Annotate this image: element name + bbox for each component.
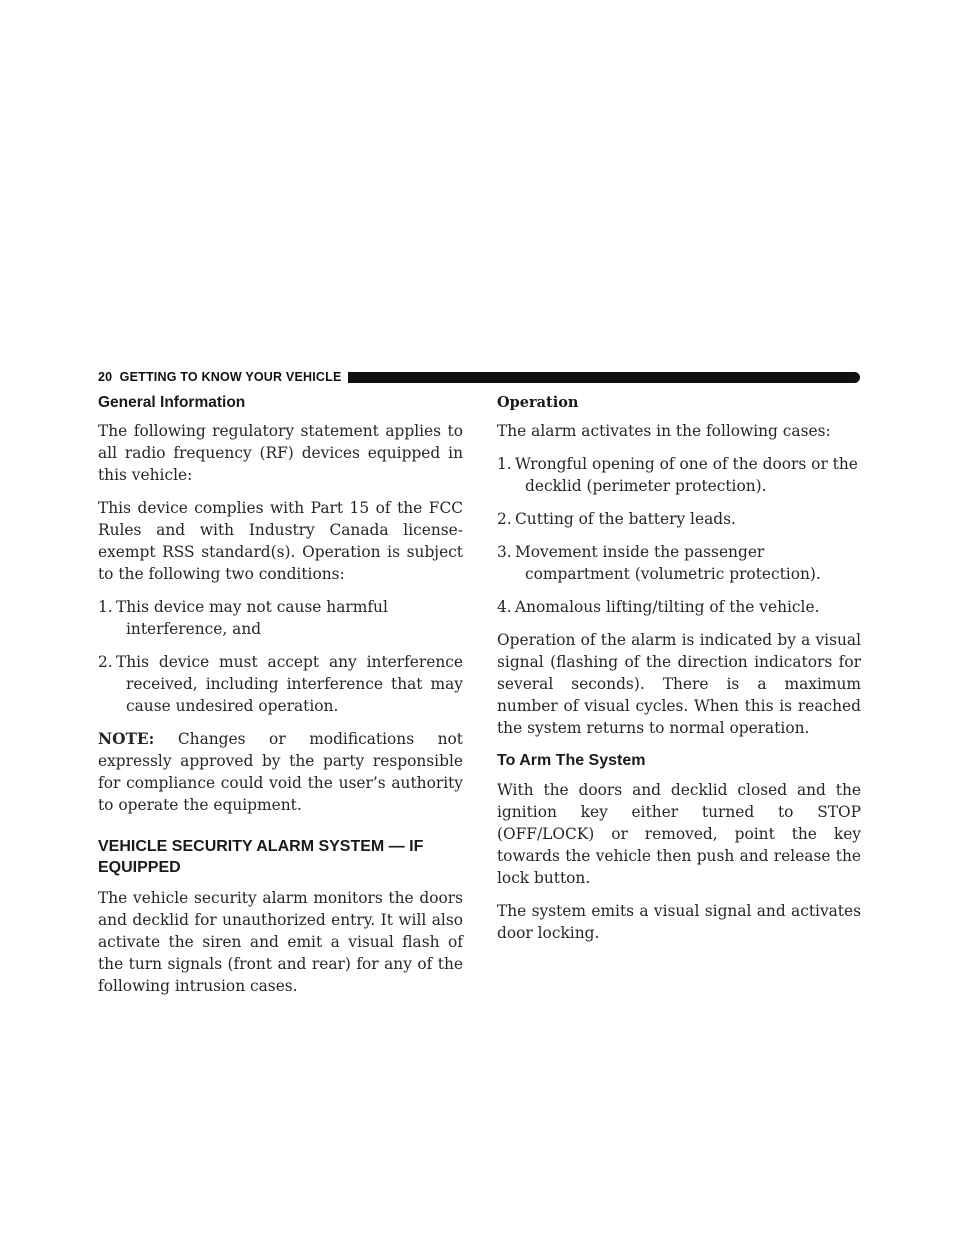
fcc-compliance-text: This device complies with Part 15 of the FCC Rules and with Industry Canada license-exempt RSS standard(s). Operation is subject to the following two conditions: <box>98 499 463 583</box>
list-item-text: Cutting of the battery leads. <box>515 510 736 528</box>
general-info-heading: General Information <box>98 394 246 411</box>
page-header <box>98 369 860 385</box>
note-paragraph <box>98 728 463 816</box>
list-item <box>497 508 861 530</box>
operation-heading: Operation <box>497 394 579 411</box>
right-column <box>497 393 861 955</box>
list-item-text: This device must accept any interference received, including interference that may cause undesired operation. <box>116 653 463 715</box>
header-bar <box>348 372 860 383</box>
list-item <box>497 596 861 618</box>
list-item-number: 1. <box>98 598 113 616</box>
list-item <box>497 541 861 585</box>
list-item-number: 2. <box>497 510 512 528</box>
list-item-number: 3. <box>497 543 512 561</box>
operation-intro: The alarm activates in the following cases: <box>497 422 831 440</box>
list-item <box>98 596 463 640</box>
arm-instructions: With the doors and decklid closed and the ignition key either turned to STOP (OFF/LOCK) or removed, point the key towards the vehicle then push and release the lock button. <box>497 781 861 887</box>
list-item-number: 4. <box>497 598 512 616</box>
list-item-text: This device may not cause harmful interference, and <box>116 598 388 638</box>
left-column <box>98 393 463 1008</box>
security-alarm-heading: VEHICLE SECURITY ALARM SYSTEM — IF EQUIPPED <box>98 838 424 876</box>
header-label <box>98 369 342 385</box>
arm-result-text: The system emits a visual signal and activates door locking. <box>497 902 861 942</box>
list-item-text: Anomalous lifting/tilting of the vehicle. <box>515 598 820 616</box>
note-text: Changes or modifications not expressly approved by the party responsible for compliance could void the user’s authority to operate the equipment. <box>98 730 463 814</box>
security-alarm-description: The vehicle security alarm monitors the doors and decklid for unauthorized entry. It will also activate the siren and emit a visual flash of the turn signals (front and rear) for any of the following intrusion cases. <box>98 889 463 995</box>
list-item-number: 1. <box>497 455 512 473</box>
regulatory-intro: The following regulatory statement applies to all radio frequency (RF) devices equipped in this vehicle: <box>98 422 463 484</box>
arm-system-heading: To Arm The System <box>497 752 646 769</box>
page-number: 20 <box>98 370 113 384</box>
note-label: NOTE: <box>98 730 155 748</box>
list-item <box>497 453 861 497</box>
list-item-number: 2. <box>98 653 113 671</box>
section-title: GETTING TO KNOW YOUR VEHICLE <box>119 370 342 384</box>
list-item-text: Wrongful opening of one of the doors or the decklid (perimeter protection). <box>515 455 858 495</box>
list-item <box>98 651 463 717</box>
alarm-indication-text: Operation of the alarm is indicated by a visual signal (flashing of the direction indicators for several seconds). There is a maximum number of visual cycles. When this is reached the system returns to normal operation. <box>497 631 861 737</box>
list-item-text: Movement inside the passenger compartment (volumetric protection). <box>515 543 821 583</box>
